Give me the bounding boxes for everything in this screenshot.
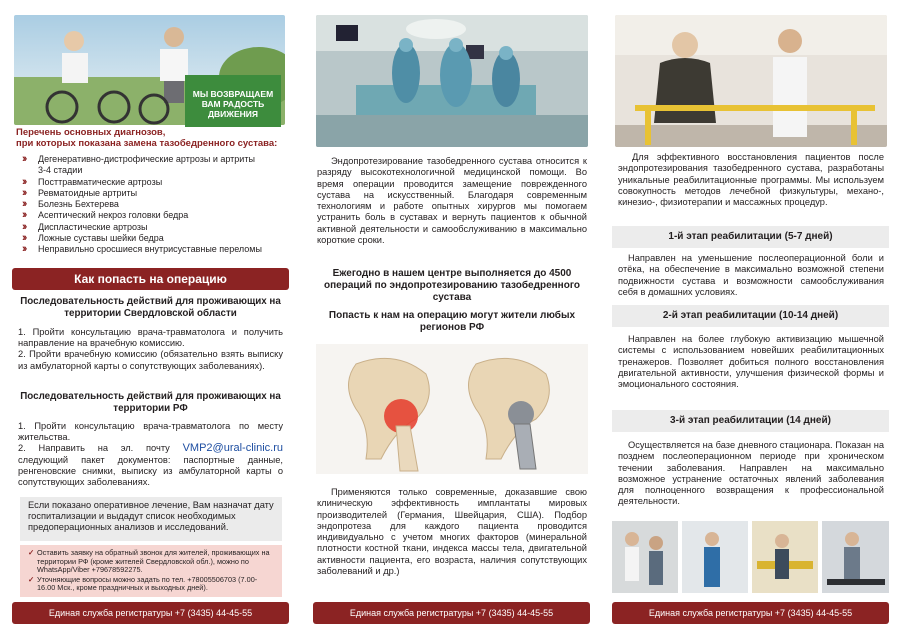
- hip-joint-illustration: [316, 344, 588, 474]
- column-rehabilitation: [612, 0, 889, 637]
- endoprosthesis-intro: Эндопротезирование тазобедренного сустава относится к разряду высокотехнологичной медицинской помощи. Во время операции проводится замещение поврежденного сустава на искусственный. Благодаря современным технологиям и работе опытных хирургов мы помогаем устранить боль в суставах и вернуть пациентов к обычной активной деятельности и самообслуживанию в максимально короткие сроки.: [317, 156, 587, 246]
- all-regions-note: Попасть к нам на операцию могут жители любых регионов РФ: [328, 310, 576, 333]
- badge-joy-of-movement: МЫ ВОЗВРАЩАЕМ ВАМ РАДОСТЬ ДВИЖЕНИЯ: [185, 75, 281, 127]
- implants-description: Применяются только современные, доказавшие свою клиническую эффективность имплантаты мировых производителей (Германия, Швейцария, США). Подбор эндопротеза для каждого пациента проводится индивидуально с учетом многих факторов (минеральной плотности костной ткани, индекса массы тела, двигательной активности пациента, его возраста, наличия сопутствующих заболеваний и др.): [317, 487, 587, 577]
- hospitalization-note: Если показано оперативное лечение, Вам назначат дату госпитализации и выдадут список необходимых предоперационных анализов и исследований.: [20, 497, 282, 541]
- stage-3-title: 3-й этап реабилитации (14 дней): [612, 410, 889, 432]
- diagnoses-title: Перечень основных диагнозов, при которых показана замена тазобедренного сустава:: [16, 127, 278, 149]
- contact-note: ✓ Уточняющие вопросы можно задать по тел. +78005506703 (7.00-16.00 Мск., кроме праздничных и выходных дней).: [28, 574, 258, 593]
- registry-phone-footer[interactable]: Единая служба регистратуры +7 (3435) 44-45-55: [313, 602, 590, 624]
- rehab-photo-strip: [612, 521, 889, 593]
- list-item: ›› Дегенеративно-дистрофические артрозы и артриты: [22, 153, 255, 165]
- stage-2-text: Направлен на более глубокую активизацию мышечной системы с использованием новейших реабилитационных тренажеров. Позволяет добиться полного восстановления двигательной активности, улучшения физической формы и эмоционального состояния.: [618, 334, 884, 390]
- step-text: 1. Пройти консультацию врача-травматолога по месту жительства.: [18, 421, 283, 443]
- list-item: ›› Неправильно сросшиеся внутрисуставные переломы: [22, 243, 262, 256]
- rehab-photo-4: [822, 521, 889, 593]
- rehabilitation-photo: [615, 15, 887, 147]
- list-item: ›› Посттравматические артрозы: [22, 175, 163, 188]
- step-text: 2. Пройти врачебную комиссию (обязательно взять выписку из амбулаторной карты о сопутствующих заболеваниях).: [18, 349, 283, 371]
- list-item: 3-4 стадии: [38, 165, 83, 176]
- stage-1-text: Направлен на уменьшение послеоперационной боли и отёка, на обеспечение в максимально возможной степени подвижности сустава и возможности самообслуживания себя в домашних условиях.: [618, 253, 884, 297]
- list-item: ›› Асептический некроз головки бедра: [22, 209, 189, 222]
- email-link[interactable]: VMP2@ural-clinic.ru: [182, 442, 283, 455]
- contact-notes: [20, 545, 282, 597]
- registry-phone-footer[interactable]: Единая служба регистратуры +7 (3435) 44-45-55: [612, 602, 889, 624]
- chevron-right-icon: ››: [22, 153, 26, 165]
- contact-note: ✓ Оставить заявку на обратный звонок для жителей, проживающих на территории РФ (кроме жителей Свердловской обл.), можно по WhatsApp/Viber +79678592275.: [28, 548, 270, 575]
- rehabilitation-intro: Для эффективного восстановления пациентов после эндопротезирования тазобедренного сустава, разработаны уникальные реабилитационные программы. Мы используем совокупность методов лечебной физкультуры, механо-, кинезио-, физиотерапии и массажных процедур.: [618, 152, 884, 208]
- list-item: ›› Болезнь Бехтерева: [22, 198, 119, 211]
- list-item: ›› Ложные суставы шейки бедра: [22, 232, 164, 245]
- chevron-right-icon: ››: [22, 232, 26, 245]
- column-diagnoses: [12, 0, 289, 637]
- step-text: 1. Пройти консультацию врача-травматолога и получить направление на врачебную комиссию.: [18, 327, 283, 349]
- stage-1-title: 1-й этап реабилитации (5-7 дней): [612, 226, 889, 248]
- region-steps: [18, 327, 283, 372]
- chevron-right-icon: ››: [22, 243, 26, 256]
- rehab-photo-2: [682, 521, 748, 593]
- operating-room-photo: [316, 15, 588, 147]
- rehab-photo-1: [612, 521, 678, 593]
- check-icon: ✓: [28, 548, 35, 557]
- chevron-right-icon: ››: [22, 198, 26, 211]
- hip-implant-icon: [469, 358, 550, 469]
- damaged-hip-icon: [349, 358, 430, 471]
- chevron-right-icon: ››: [22, 175, 26, 188]
- chevron-right-icon: ››: [22, 220, 26, 233]
- operations-per-year: Ежегодно в нашем центре выполняется до 4500 операций по эндопротезированию тазобедренного сустава: [324, 268, 580, 303]
- registry-phone-footer[interactable]: Единая служба регистратуры +7 (3435) 44-45-55: [12, 602, 289, 624]
- stage-2-title: 2-й этап реабилитации (10-14 дней): [612, 305, 889, 327]
- section-title-how-to-get: Как попасть на операцию: [12, 268, 289, 290]
- stage-3-text: Осуществляется на базе дневного стационара. Показан на позднем послеоперационном периоде при хроническом течении заболевания. Направлен на максимально возможное устранение остаточных явлений заболевания для полноценного возвращения к профессиональной деятельности.: [618, 440, 884, 507]
- chevron-right-icon: ››: [22, 209, 26, 222]
- chevron-right-icon: ››: [22, 186, 26, 199]
- rf-steps-title: Последовательность действий для проживающих на территории РФ: [20, 391, 281, 414]
- step-text: 2. Направить на эл. почту: [18, 443, 170, 454]
- diagnoses-list: [22, 154, 286, 256]
- check-icon: ✓: [28, 574, 35, 584]
- rf-steps: [18, 421, 283, 488]
- step-text: следующий пакет документов: паспортные данные, ренгеновские снимки, выписку из амбулаторной карты о сопутствующих заболеваниях.: [18, 454, 283, 488]
- list-item: ›› Ревматоидные артриты: [22, 186, 138, 199]
- region-steps-title: Последовательность действий для проживающих на территории Свердловской области: [20, 296, 281, 319]
- column-operation: [313, 0, 590, 637]
- list-item: ›› Диспластические артрозы: [22, 220, 148, 233]
- rehab-photo-3: [752, 521, 818, 593]
